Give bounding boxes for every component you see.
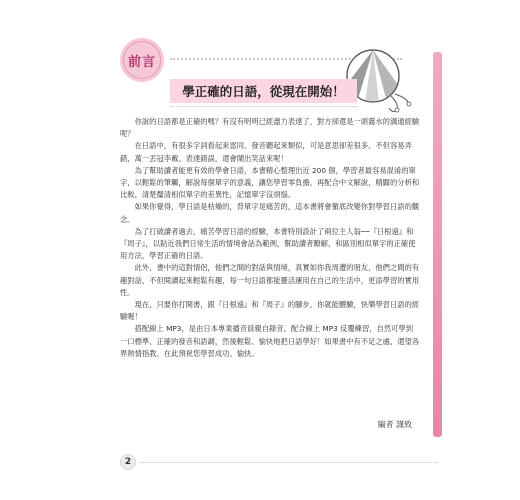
paragraph: 現在，只要你打開書，跟『日根遠』和『周子』的腳步，你就能體驗，快樂學習日語的經驗喔！	[120, 300, 420, 322]
paragraph: 搭配線上 MP3，是由日本專業播音員親自錄音，配合線上 MP3 反覆練習，自然可學到一口標準、正確的發音和語調，然後輕鬆、愉快地把日語學好！如果書中有不足之處，還望各界熱情指教。在此預祝您學習成功、愉快。	[120, 324, 420, 358]
section-label: 前言	[123, 41, 161, 79]
signature: 編者 謹致	[377, 420, 412, 429]
body-text	[120, 116, 420, 360]
title-dotted-line	[170, 106, 357, 107]
section-badge	[120, 38, 164, 82]
paragraph: 你說的日語都是正確的嗎？有沒有明明已經盡力表達了，對方卻還是一頭霧水的溝通經驗呢？	[120, 117, 420, 139]
page-number: 2	[120, 454, 136, 470]
paragraph: 為了幫助讀者能更有效的學會日語，本書精心整理出近 200 個，學習者最容易混淆的單字，以輕鬆的筆觸，解說每個單字的意義，讓您學習零負擔，再配合中文解說，精闢的分析和比較，清楚釐清相似單字的差異性，記憶單字沒煩惱。	[120, 165, 420, 200]
paragraph: 為了打破讀者過去，痛苦學習日語的經驗，本書特別設計了兩位主人翁──『日根遠』和『周子』，以貼近我們日常生活的情境會話為範例，幫助讀者瞭解，和區別相似單字的正確使用方法，學習正確的日語。	[120, 226, 416, 261]
footer-dotted-line	[140, 462, 438, 463]
paragraph: 在日語中，有很多字詞看起來雷同，發音聽起來類似，可是意思卻差很多、不但容易弄錯，萬一丟冠李戴、表達錯誤，還會鬧出笑話來呢！	[120, 141, 412, 163]
paragraph: 如果你覺得，學日語是枯燥的，背單字是痛苦的，這本書將會徹底改變你對學習日語的觀念。	[120, 202, 420, 224]
side-color-strip	[433, 52, 442, 437]
page-title: 學正確的日語，從現在開始！	[170, 79, 357, 103]
paragraph: 此外，書中的這對情侶，他們之間的對話與情境，真實如你我周遭的朋友，他們之間的有趣對話，不但閱讀起來輕鬆有趣，每一句日語都能靈活運用在自己的生活中，更添學習的實用性。	[120, 263, 420, 297]
